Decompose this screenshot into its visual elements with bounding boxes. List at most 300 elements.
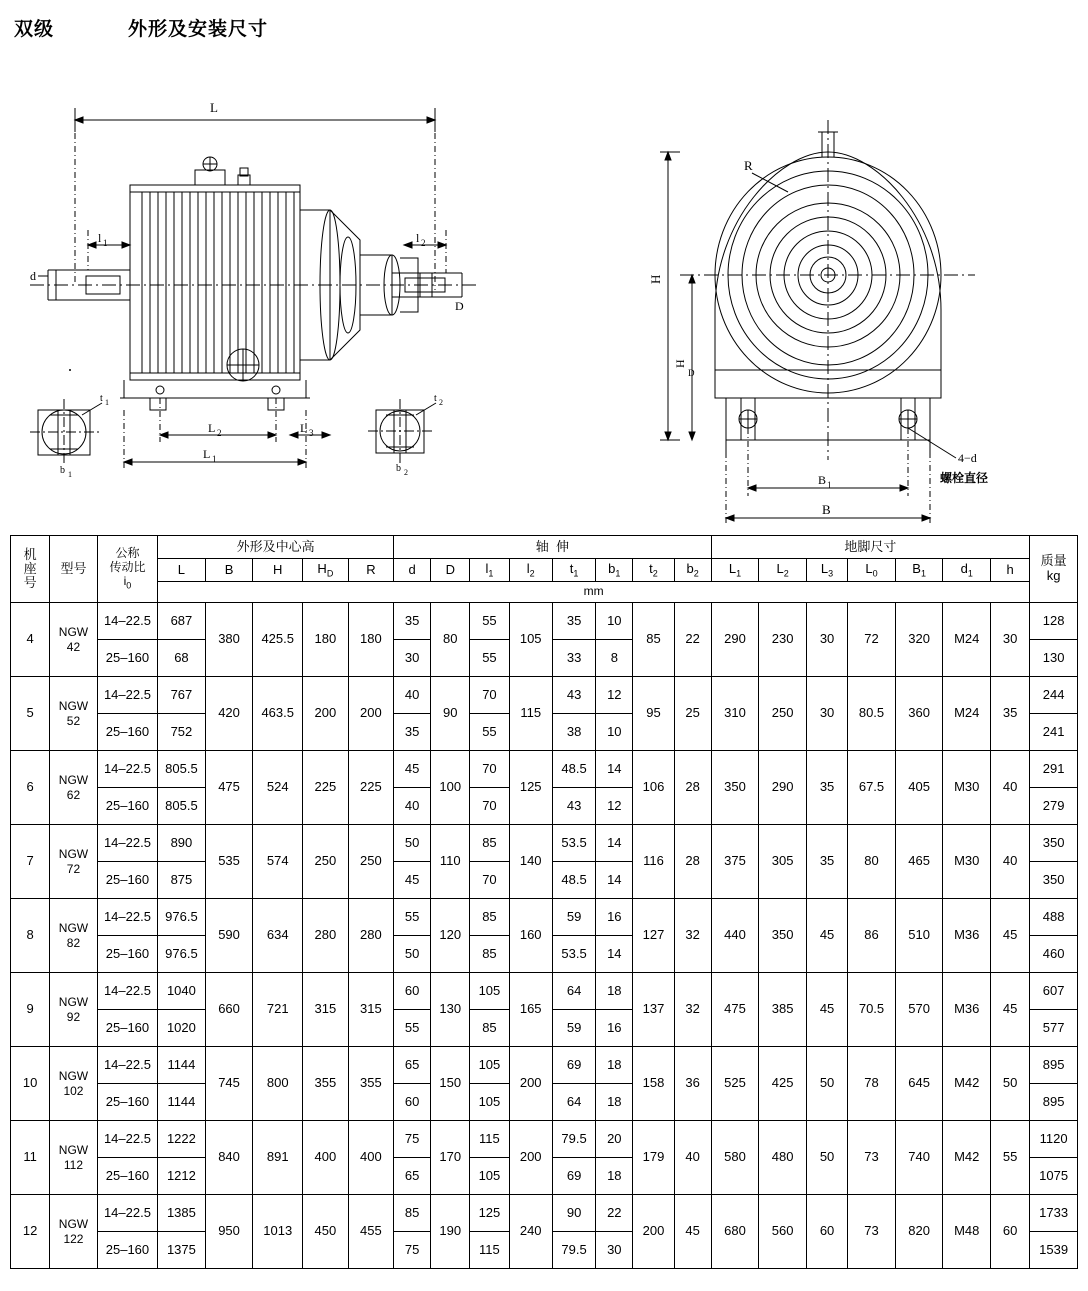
svg-text:2: 2 xyxy=(217,428,222,438)
cell-frame: 8 xyxy=(11,899,50,973)
svg-text:D: D xyxy=(688,368,695,378)
cell-frame: 12 xyxy=(11,1195,50,1269)
cell-L1: 350 xyxy=(711,751,759,825)
cell-t1: 59 xyxy=(552,899,595,936)
cell-d: 65 xyxy=(394,1158,431,1195)
cell-t2: 106 xyxy=(633,751,674,825)
cell-L: 875 xyxy=(158,862,206,899)
cell-B1: 320 xyxy=(895,603,943,677)
cell-h: 30 xyxy=(991,603,1030,677)
cell-t1: 35 xyxy=(552,603,595,640)
cell-b1: 16 xyxy=(596,1010,633,1047)
col-t1: $t_1$ xyxy=(552,559,595,582)
cell-d: 35 xyxy=(394,603,431,640)
cell-h: 45 xyxy=(991,899,1030,973)
cell-L: 1222 xyxy=(158,1121,206,1158)
cell-ratio: 25–160 xyxy=(97,640,157,677)
cell-L: 767 xyxy=(158,677,206,714)
cell-b2: 40 xyxy=(674,1121,711,1195)
cell-L2: 250 xyxy=(759,677,807,751)
cell-L2: 290 xyxy=(759,751,807,825)
cell-R: 200 xyxy=(348,677,394,751)
svg-text:2: 2 xyxy=(439,398,443,407)
cell-t2: 116 xyxy=(633,825,674,899)
cell-weight: 244 xyxy=(1030,677,1078,714)
cell-d: 85 xyxy=(394,1195,431,1232)
table-row xyxy=(11,973,1078,1010)
cell-HD: 225 xyxy=(303,751,349,825)
cell-L2: 480 xyxy=(759,1121,807,1195)
cell-B1: 645 xyxy=(895,1047,943,1121)
cell-weight: 488 xyxy=(1030,899,1078,936)
cell-t2: 179 xyxy=(633,1121,674,1195)
cell-L3: 35 xyxy=(806,751,847,825)
cell-B: 950 xyxy=(205,1195,253,1269)
cell-d: 75 xyxy=(394,1232,431,1269)
col-L2: $L_2$ xyxy=(759,559,807,582)
svg-text:l: l xyxy=(416,231,420,245)
cell-l2: 115 xyxy=(509,677,552,751)
svg-text:t: t xyxy=(434,393,437,404)
cell-d1: M30 xyxy=(943,751,991,825)
cell-D: 90 xyxy=(431,677,470,751)
cell-L: 976.5 xyxy=(158,899,206,936)
cell-t2: 158 xyxy=(633,1047,674,1121)
col-B1: $B_1$ xyxy=(895,559,943,582)
cell-d1: M36 xyxy=(943,899,991,973)
cell-d1: M42 xyxy=(943,1121,991,1195)
cell-L3: 45 xyxy=(806,899,847,973)
cell-t1: 38 xyxy=(552,714,595,751)
cell-d: 30 xyxy=(394,640,431,677)
table-header-unit-row xyxy=(11,582,1078,603)
cell-D: 80 xyxy=(431,603,470,677)
cell-b2: 25 xyxy=(674,677,711,751)
cell-t1: 53.5 xyxy=(552,825,595,862)
cell-H: 574 xyxy=(253,825,303,899)
col-H: H xyxy=(253,559,303,582)
cell-ratio: 25–160 xyxy=(97,862,157,899)
cell-B: 535 xyxy=(205,825,253,899)
cell-d1: M48 xyxy=(943,1195,991,1269)
cell-L: 1375 xyxy=(158,1232,206,1269)
header-weight: 质量 kg xyxy=(1030,536,1078,603)
cell-L3: 35 xyxy=(806,825,847,899)
svg-text:3: 3 xyxy=(309,428,314,438)
cell-L: 1144 xyxy=(158,1084,206,1121)
cell-H: 721 xyxy=(253,973,303,1047)
cell-t2: 200 xyxy=(633,1195,674,1269)
col-D: D xyxy=(431,559,470,582)
col-R: R xyxy=(348,559,394,582)
cell-B1: 570 xyxy=(895,973,943,1047)
cell-t1: 69 xyxy=(552,1158,595,1195)
cell-L1: 680 xyxy=(711,1195,759,1269)
cell-H: 425.5 xyxy=(253,603,303,677)
cell-d: 55 xyxy=(394,1010,431,1047)
cell-B1: 465 xyxy=(895,825,943,899)
header-group-foot: 地脚尺寸 xyxy=(711,536,1030,559)
cell-ratio: 14–22.5 xyxy=(97,1047,157,1084)
cell-d: 65 xyxy=(394,1047,431,1084)
cell-R: 180 xyxy=(348,603,394,677)
cell-b2: 32 xyxy=(674,899,711,973)
col-l2: $l_2$ xyxy=(509,559,552,582)
cell-HD: 400 xyxy=(303,1121,349,1195)
cell-l2: 165 xyxy=(509,973,552,1047)
cell-weight: 128 xyxy=(1030,603,1078,640)
table-row xyxy=(11,677,1078,714)
cell-t2: 85 xyxy=(633,603,674,677)
cell-l2: 200 xyxy=(509,1121,552,1195)
cell-model: NGW 122 xyxy=(50,1195,98,1269)
cell-l1: 70 xyxy=(470,862,509,899)
cell-B: 840 xyxy=(205,1121,253,1195)
cell-b2: 45 xyxy=(674,1195,711,1269)
cell-weight: 350 xyxy=(1030,825,1078,862)
cell-weight: 241 xyxy=(1030,714,1078,751)
cell-L: 687 xyxy=(158,603,206,640)
cell-h: 35 xyxy=(991,677,1030,751)
cell-d1: M24 xyxy=(943,677,991,751)
cell-frame: 10 xyxy=(11,1047,50,1121)
cell-L: 805.5 xyxy=(158,788,206,825)
cell-t1: 48.5 xyxy=(552,862,595,899)
cell-b1: 18 xyxy=(596,1158,633,1195)
cell-l2: 140 xyxy=(509,825,552,899)
cell-l1: 115 xyxy=(470,1121,509,1158)
header-unit: mm xyxy=(158,582,1030,603)
cell-b1: 10 xyxy=(596,714,633,751)
table-row xyxy=(11,825,1078,862)
svg-text:2: 2 xyxy=(421,238,426,248)
svg-text:L: L xyxy=(300,421,308,435)
col-d1: $d_1$ xyxy=(943,559,991,582)
cell-d: 40 xyxy=(394,677,431,714)
cell-L1: 290 xyxy=(711,603,759,677)
col-L0: $L_0$ xyxy=(848,559,896,582)
cell-l1: 70 xyxy=(470,677,509,714)
cell-L: 1020 xyxy=(158,1010,206,1047)
cell-l1: 85 xyxy=(470,936,509,973)
cell-b2: 22 xyxy=(674,603,711,677)
cell-d1: M24 xyxy=(943,603,991,677)
cell-ratio: 14–22.5 xyxy=(97,677,157,714)
cell-b1: 14 xyxy=(596,862,633,899)
cell-L0: 73 xyxy=(848,1121,896,1195)
cell-h: 60 xyxy=(991,1195,1030,1269)
cell-model: NGW 112 xyxy=(50,1121,98,1195)
cell-t1: 53.5 xyxy=(552,936,595,973)
cell-L3: 50 xyxy=(806,1047,847,1121)
cell-t1: 90 xyxy=(552,1195,595,1232)
cell-L0: 72 xyxy=(848,603,896,677)
cell-L1: 580 xyxy=(711,1121,759,1195)
header-group-shaft: 轴 伸 xyxy=(394,536,712,559)
cell-ratio: 25–160 xyxy=(97,1010,157,1047)
cell-weight: 130 xyxy=(1030,640,1078,677)
svg-text:B: B xyxy=(818,473,827,487)
cell-B1: 405 xyxy=(895,751,943,825)
cell-ratio: 25–160 xyxy=(97,1232,157,1269)
svg-text:1: 1 xyxy=(68,470,72,479)
table-row xyxy=(11,1121,1078,1158)
cell-l2: 160 xyxy=(509,899,552,973)
cell-l2: 200 xyxy=(509,1047,552,1121)
col-L: L xyxy=(158,559,206,582)
cell-ratio: 25–160 xyxy=(97,1084,157,1121)
cell-ratio: 25–160 xyxy=(97,714,157,751)
cell-b1: 18 xyxy=(596,1084,633,1121)
cell-L0: 67.5 xyxy=(848,751,896,825)
page-title-right: 外形及安装尺寸 xyxy=(128,19,269,40)
cell-t2: 95 xyxy=(633,677,674,751)
cell-L0: 73 xyxy=(848,1195,896,1269)
svg-text:4−d: 4−d xyxy=(958,451,977,465)
col-l1: $l_1$ xyxy=(470,559,509,582)
cell-HD: 280 xyxy=(303,899,349,973)
header-ratio: 公称 传动比 $i_0$ xyxy=(97,536,157,603)
cell-ratio: 14–22.5 xyxy=(97,1121,157,1158)
svg-text:b: b xyxy=(396,463,401,474)
cell-L3: 45 xyxy=(806,973,847,1047)
svg-text:d: d xyxy=(30,269,36,283)
cell-H: 800 xyxy=(253,1047,303,1121)
cell-L2: 305 xyxy=(759,825,807,899)
cell-d: 60 xyxy=(394,973,431,1010)
cell-L: 805.5 xyxy=(158,751,206,788)
cell-R: 280 xyxy=(348,899,394,973)
col-b1: $b_1$ xyxy=(596,559,633,582)
cell-B1: 360 xyxy=(895,677,943,751)
cell-weight: 291 xyxy=(1030,751,1078,788)
cell-D: 170 xyxy=(431,1121,470,1195)
header-model: 型号 xyxy=(50,536,98,603)
cell-B: 380 xyxy=(205,603,253,677)
cell-L1: 525 xyxy=(711,1047,759,1121)
cell-weight: 895 xyxy=(1030,1047,1078,1084)
cell-weight: 1733 xyxy=(1030,1195,1078,1232)
cell-l1: 70 xyxy=(470,788,509,825)
cell-b1: 8 xyxy=(596,640,633,677)
svg-text:R: R xyxy=(744,158,753,173)
cell-l1: 55 xyxy=(470,640,509,677)
svg-text:B: B xyxy=(822,502,831,517)
cell-L3: 30 xyxy=(806,677,847,751)
cell-D: 150 xyxy=(431,1047,470,1121)
cell-ratio: 14–22.5 xyxy=(97,1195,157,1232)
cell-B: 475 xyxy=(205,751,253,825)
cell-L: 1144 xyxy=(158,1047,206,1084)
svg-text:1: 1 xyxy=(103,238,108,248)
svg-text:t: t xyxy=(100,393,103,404)
svg-text:D: D xyxy=(455,299,464,313)
col-d: d xyxy=(394,559,431,582)
cell-HD: 200 xyxy=(303,677,349,751)
cell-L3: 50 xyxy=(806,1121,847,1195)
cell-model: NGW 82 xyxy=(50,899,98,973)
cell-R: 455 xyxy=(348,1195,394,1269)
col-h: h xyxy=(991,559,1030,582)
cell-t1: 64 xyxy=(552,973,595,1010)
technical-drawing xyxy=(0,80,1088,517)
cell-L3: 30 xyxy=(806,603,847,677)
cell-l2: 125 xyxy=(509,751,552,825)
cell-H: 634 xyxy=(253,899,303,973)
cell-L2: 560 xyxy=(759,1195,807,1269)
cell-D: 190 xyxy=(431,1195,470,1269)
cell-D: 100 xyxy=(431,751,470,825)
col-t2: $t_2$ xyxy=(633,559,674,582)
cell-model: NGW 92 xyxy=(50,973,98,1047)
cell-H: 524 xyxy=(253,751,303,825)
cell-L3: 60 xyxy=(806,1195,847,1269)
cell-d1: M36 xyxy=(943,973,991,1047)
cell-model: NGW 102 xyxy=(50,1047,98,1121)
cell-H: 891 xyxy=(253,1121,303,1195)
cell-model: NGW 52 xyxy=(50,677,98,751)
cell-model: NGW 62 xyxy=(50,751,98,825)
cell-ratio: 25–160 xyxy=(97,788,157,825)
cell-L: 68 xyxy=(158,640,206,677)
cell-ratio: 25–160 xyxy=(97,1158,157,1195)
cell-weight: 1539 xyxy=(1030,1232,1078,1269)
cell-b1: 18 xyxy=(596,1047,633,1084)
cell-t1: 59 xyxy=(552,1010,595,1047)
cell-d1: M30 xyxy=(943,825,991,899)
cell-L: 752 xyxy=(158,714,206,751)
cell-l1: 125 xyxy=(470,1195,509,1232)
cell-b1: 14 xyxy=(596,751,633,788)
cell-L: 1385 xyxy=(158,1195,206,1232)
col-L3: $L_3$ xyxy=(806,559,847,582)
cell-L: 1040 xyxy=(158,973,206,1010)
cell-b1: 16 xyxy=(596,899,633,936)
cell-t1: 48.5 xyxy=(552,751,595,788)
svg-text:L: L xyxy=(208,421,216,435)
cell-model: NGW 42 xyxy=(50,603,98,677)
cell-l2: 240 xyxy=(509,1195,552,1269)
cell-b1: 10 xyxy=(596,603,633,640)
cell-d1: M42 xyxy=(943,1047,991,1121)
svg-text:2: 2 xyxy=(404,468,408,477)
cell-l1: 105 xyxy=(470,1047,509,1084)
svg-text:b: b xyxy=(60,465,65,476)
cell-D: 110 xyxy=(431,825,470,899)
cell-weight: 350 xyxy=(1030,862,1078,899)
cell-l1: 115 xyxy=(470,1232,509,1269)
cell-L1: 475 xyxy=(711,973,759,1047)
cell-l1: 70 xyxy=(470,751,509,788)
cell-R: 355 xyxy=(348,1047,394,1121)
cell-h: 40 xyxy=(991,825,1030,899)
cell-frame: 9 xyxy=(11,973,50,1047)
cell-HD: 315 xyxy=(303,973,349,1047)
page-title-left: 双级 xyxy=(14,19,55,40)
col-b2: $b_2$ xyxy=(674,559,711,582)
cell-L2: 230 xyxy=(759,603,807,677)
cell-H: 463.5 xyxy=(253,677,303,751)
cell-l1: 85 xyxy=(470,825,509,862)
table-row xyxy=(11,1195,1078,1232)
cell-b1: 22 xyxy=(596,1195,633,1232)
cell-d: 45 xyxy=(394,751,431,788)
cell-t1: 43 xyxy=(552,677,595,714)
col-HD: $H_D$ xyxy=(303,559,349,582)
cell-l1: 55 xyxy=(470,603,509,640)
cell-ratio: 14–22.5 xyxy=(97,603,157,640)
cell-b1: 12 xyxy=(596,677,633,714)
cell-t2: 127 xyxy=(633,899,674,973)
cell-b2: 36 xyxy=(674,1047,711,1121)
cell-HD: 250 xyxy=(303,825,349,899)
cell-ratio: 25–160 xyxy=(97,936,157,973)
cell-l1: 105 xyxy=(470,973,509,1010)
cell-D: 120 xyxy=(431,899,470,973)
svg-text:H: H xyxy=(673,359,687,368)
cell-weight: 1120 xyxy=(1030,1121,1078,1158)
cell-weight: 279 xyxy=(1030,788,1078,825)
cell-HD: 355 xyxy=(303,1047,349,1121)
cell-ratio: 14–22.5 xyxy=(97,973,157,1010)
cell-ratio: 14–22.5 xyxy=(97,751,157,788)
cell-R: 225 xyxy=(348,751,394,825)
cell-d: 60 xyxy=(394,1084,431,1121)
cell-h: 45 xyxy=(991,973,1030,1047)
cell-L2: 385 xyxy=(759,973,807,1047)
cell-t1: 33 xyxy=(552,640,595,677)
cell-L: 976.5 xyxy=(158,936,206,973)
cell-B1: 740 xyxy=(895,1121,943,1195)
cell-L0: 78 xyxy=(848,1047,896,1121)
cell-h: 55 xyxy=(991,1121,1030,1195)
cell-weight: 460 xyxy=(1030,936,1078,973)
svg-text:H: H xyxy=(648,274,663,284)
svg-text:L: L xyxy=(210,100,218,115)
cell-B: 745 xyxy=(205,1047,253,1121)
cell-L0: 86 xyxy=(848,899,896,973)
cell-d: 50 xyxy=(394,825,431,862)
cell-L0: 80 xyxy=(848,825,896,899)
cell-D: 130 xyxy=(431,973,470,1047)
cell-R: 250 xyxy=(348,825,394,899)
table-row xyxy=(11,751,1078,788)
cell-b1: 12 xyxy=(596,788,633,825)
cell-weight: 577 xyxy=(1030,1010,1078,1047)
cell-L: 890 xyxy=(158,825,206,862)
table-body xyxy=(11,603,1078,1269)
cell-b1: 30 xyxy=(596,1232,633,1269)
cell-b2: 32 xyxy=(674,973,711,1047)
cell-d: 50 xyxy=(394,936,431,973)
cell-h: 40 xyxy=(991,751,1030,825)
cell-l2: 105 xyxy=(509,603,552,677)
header-frame: 机 座 号 xyxy=(11,536,50,603)
cell-B: 660 xyxy=(205,973,253,1047)
cell-L1: 440 xyxy=(711,899,759,973)
cell-b2: 28 xyxy=(674,825,711,899)
table-header-cols-row xyxy=(11,559,1078,582)
cell-d: 75 xyxy=(394,1121,431,1158)
cell-b1: 14 xyxy=(596,936,633,973)
cell-l1: 105 xyxy=(470,1158,509,1195)
cell-frame: 4 xyxy=(11,603,50,677)
cell-weight: 1075 xyxy=(1030,1158,1078,1195)
cell-frame: 6 xyxy=(11,751,50,825)
cell-t1: 79.5 xyxy=(552,1121,595,1158)
svg-text:l: l xyxy=(98,231,102,245)
cell-b1: 14 xyxy=(596,825,633,862)
